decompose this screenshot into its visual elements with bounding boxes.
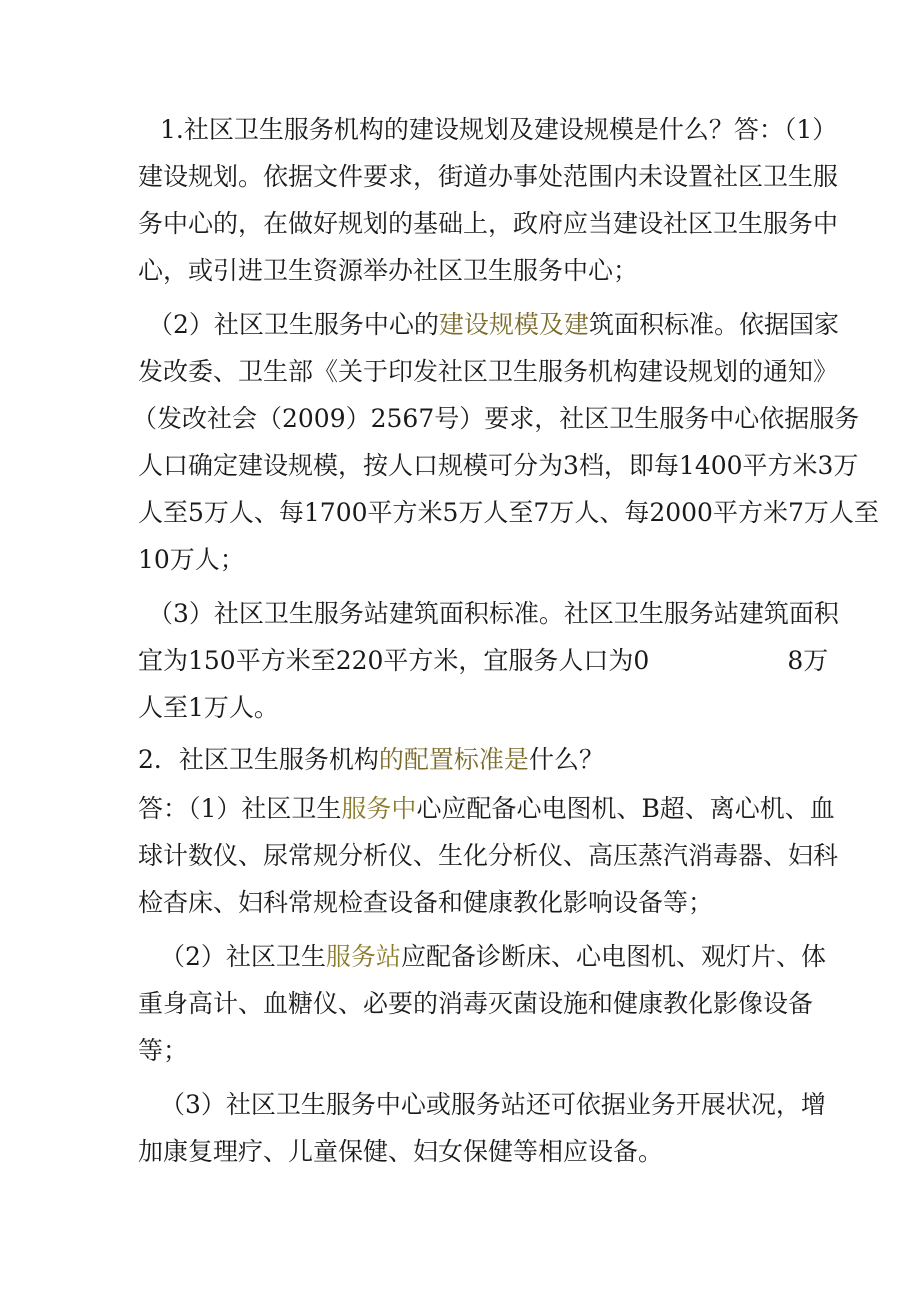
q1-item2-text-4: 人口确定建设规模，按人口规模可分为3档，即每1400平方米3万 [138, 451, 859, 480]
q1-item3-text-2a: 宜为150平方米至220平方米，宜服务人口为0 [138, 646, 650, 675]
q1-item3-text-2b: 8万 [787, 646, 829, 675]
q1-item2-line-6 [138, 540, 245, 580]
q1-item3-line-3 [138, 688, 279, 728]
q1-text-1: 1.社区卫生服务机构的建设规划及建设规模是什么？答：（1） [160, 115, 838, 144]
q2-item2-line-1 [160, 937, 826, 977]
q2-item1-highlight: 服务中 [341, 794, 417, 823]
q2-item3-text-2: 加康复理疗、儿童保健、妇女保健等相应设备。 [138, 1137, 664, 1166]
q2-item1-text-c: 心应配备心电图机、B超、离心机、血 [416, 794, 835, 823]
q2-item2-text-3: 等； [138, 1036, 189, 1065]
q2-item1-text-3: 检杳床、妇科常规检查设备和健康教化影响设备等； [138, 888, 714, 917]
q2-item3-text-1: （3）社区卫生服务中心或服务站还可依据业务开展状况，增 [160, 1090, 826, 1119]
q1-item2-text-a: （2）社区卫生服务中心的 [148, 310, 439, 339]
q1-item2-line-4 [138, 446, 858, 486]
q1-item2-text-6: 10万人； [138, 545, 245, 574]
q1-line-2 [138, 157, 838, 197]
q2-title-a: 2．社区卫生服务机构 [138, 745, 379, 774]
q2-item2-highlight: 服务站 [325, 942, 401, 971]
q1-text-2: 建设规划。依据文件要求，街道办事处范围内未设置社区卫生服 [138, 162, 839, 191]
q2-item1-line-1 [138, 789, 835, 829]
q2-item1-line-2 [138, 836, 838, 876]
q1-line-4 [138, 251, 638, 291]
q2-item2-line-3 [138, 1031, 188, 1071]
q2-title-c: 什么？ [528, 745, 604, 774]
q1-item2-line-5 [138, 493, 879, 533]
q1-item2-text-2: 发改委、卫生部《关于印发社区卫生服务机构建设规划的通知》 [138, 357, 839, 386]
q2-item2-text-a: （2）社区卫生 [160, 942, 326, 971]
q1-item2-text-5: 人至5万人、每1700平方米5万人至7万人、每2000平方米7万人至 [138, 498, 879, 527]
q1-item2-line-1 [148, 305, 839, 345]
q1-item3-text-3: 人至1万人。 [138, 693, 279, 722]
q1-item3-line-1 [148, 594, 839, 634]
q2-title-line [138, 740, 604, 780]
q2-item1-line-3 [138, 883, 713, 923]
q1-item3-line-2 [138, 641, 828, 681]
q1-item2-text-3: （发改社会（2009）2567号）要求，社区卫生服务中心依据服务 [132, 404, 860, 433]
q1-item2-line-2 [138, 352, 838, 392]
q2-item2-text-2: 重身高计、血糖仪、必要的消毒灭菌设施和健康教化影像设备 [138, 989, 814, 1018]
q1-text-4: 心，或引进卫生资源举办社区卫生服务中心； [138, 256, 639, 285]
q1-item2-text-c: 筑面积标准。依据国家 [588, 310, 839, 339]
q1-item2-highlight: 建设规模及建 [438, 310, 589, 339]
q1-line-1 [160, 110, 837, 150]
q2-item1-text-a: 答：（1）社区卫生 [138, 794, 342, 823]
q2-item1-text-2: 球计数仪、尿常规分析仪、生化分析仪、高压蒸汽消毒器、妇科 [138, 841, 839, 870]
q1-item2-line-3 [132, 399, 859, 439]
q1-item3-text-1: （3）社区卫生服务站建筑面积标准。社区卫生服务站建筑面积 [148, 599, 839, 628]
q2-item2-line-2 [138, 984, 813, 1024]
q2-title-highlight: 的配置标准是 [378, 745, 529, 774]
q2-item2-text-c: 应配备诊断床、心电图机、观灯片、体 [400, 942, 826, 971]
q1-text-3: 务中心的，在做好规划的基础上，政府应当建设社区卫生服务中 [138, 209, 839, 238]
q2-item3-line-1 [160, 1085, 826, 1125]
q1-line-3 [138, 204, 838, 244]
q2-item3-line-2 [138, 1132, 663, 1172]
